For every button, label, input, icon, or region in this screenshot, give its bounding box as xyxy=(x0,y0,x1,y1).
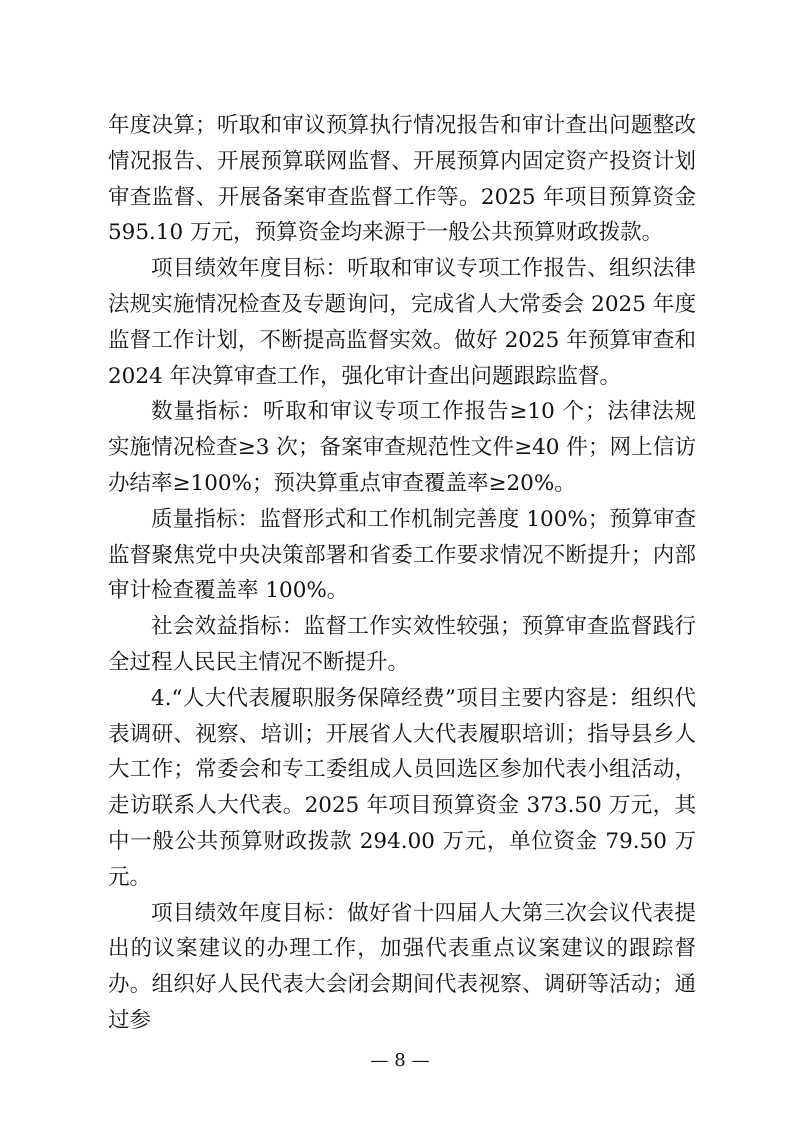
document-body xyxy=(108,108,696,1039)
paragraph-deputy-service-project: 4.“人大代表履职服务保障经费”项目主要内容是：组织代表调研、视察、培训；开展省人大代表履职培训；指导县乡人大工作；常委会和专工委组成人员回选区参加代表小组活动，走访联系人大代表。2025 年项目预算资金 373.50 万元，其中一般公共预算财政拨款 294.00 万元，单位资金 79.50 万元。 xyxy=(108,685,696,890)
paragraph-budget-summary: 年度决算；听取和审议预算执行情况报告和审计查出问题整改情况报告、开展预算联网监督、开展预算内固定资产投资计划审查监督、开展备案审查监督工作等。2025 年项目预算资金595.10 万元，预算资金均来源于一般公共预算财政拨款。 xyxy=(108,113,696,246)
paragraph-performance-goal: 项目绩效年度目标：听取和审议专项工作报告、组织法律法规实施情况检查及专题询问，完成省人大常委会 2025 年度监督工作计划，不断提高监督实效。做好 2025 年预算审查和 2024 年决算审查工作，强化审计查出问题跟踪监督。 xyxy=(108,256,696,389)
paragraph-social-benefit-indicators: 社会效益指标：监督工作实效性较强；预算审查监督践行全过程人民民主情况不断提升。 xyxy=(108,614,696,675)
paragraph-quantity-indicators: 数量指标：听取和审议专项工作报告≥10 个；法律法规实施情况检查≥3 次；备案审查规范性文件≥40 件；网上信访办结率≥100%；预决算重点审查覆盖率≥20%。 xyxy=(108,399,696,496)
page-number: — 8 — xyxy=(370,1050,430,1071)
paragraph-quality-indicators: 质量指标：监督形式和工作机制完善度 100%；预算审查监督聚焦党中央决策部署和省委工作要求情况不断提升；内部审计检查覆盖率 100%。 xyxy=(108,506,696,604)
paragraph-deputy-performance-goal: 项目绩效年度目标：做好省十四届人大第三次会议代表提出的议案建议的办理工作，加强代表重点议案建议的跟踪督办。组织好人民代表大会闭会期间代表视察、调研等活动；通过参 xyxy=(108,900,696,1033)
